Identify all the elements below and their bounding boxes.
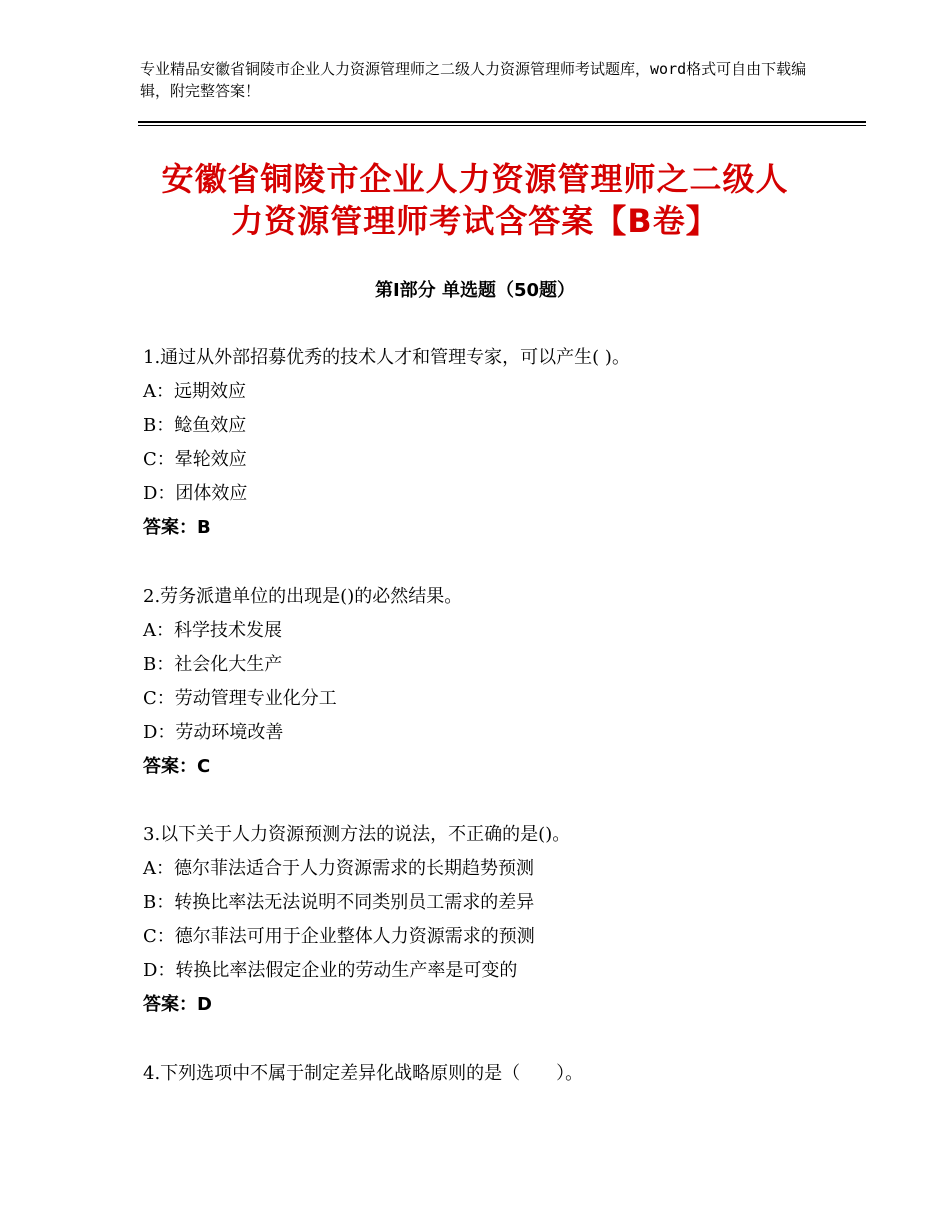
question-stem: 2.劳务派遣单位的出现是()的必然结果。 (143, 586, 463, 607)
option-a: A：远期效应 (143, 381, 246, 402)
document-title (100, 158, 850, 242)
option-c: C：劳动管理专业化分工 (143, 688, 337, 709)
question-4 (143, 1057, 863, 1091)
answer-label: 答案：B (143, 517, 211, 538)
option-d: D：转换比率法假定企业的劳动生产率是可变的 (143, 960, 518, 981)
option-c: C：德尔菲法可用于企业整体人力资源需求的预测 (143, 926, 535, 947)
option-d: D：劳动环境改善 (143, 722, 284, 743)
question-stem: 1.通过从外部招募优秀的技术人才和管理专家，可以产生( )。 (143, 347, 630, 368)
header-divider-thick (138, 121, 866, 123)
section-title: 第Ⅰ部分 单选题（50题） (374, 280, 575, 301)
question-3 (143, 818, 863, 1022)
answer-label: 答案：D (143, 994, 212, 1015)
question-2 (143, 580, 863, 784)
option-b: B：鲶鱼效应 (143, 415, 247, 436)
document-title-line-1: 安徽省铜陵市企业人力资源管理师之二级人 (161, 160, 789, 198)
header-divider-thin (138, 125, 866, 126)
answer-label: 答案：C (143, 756, 211, 777)
option-c: C：晕轮效应 (143, 449, 247, 470)
question-stem: 4.下列选项中不属于制定差异化战略原则的是（ ）。 (143, 1063, 584, 1084)
option-a: A：科学技术发展 (143, 620, 282, 641)
option-a: A：德尔菲法适合于人力资源需求的长期趋势预测 (143, 858, 534, 879)
question-1 (143, 341, 863, 545)
option-b: B：社会化大生产 (143, 654, 283, 675)
option-d: D：团体效应 (143, 483, 248, 504)
option-b: B：转换比率法无法说明不同类别员工需求的差异 (143, 892, 535, 913)
header-note: 专业精品安徽省铜陵市企业人力资源管理师之二级人力资源管理师考试题库，word格式可自由下载编辑，附完整答案！ (140, 60, 807, 100)
document-title-line-2: 力资源管理师考试含答案【B卷】 (231, 202, 719, 240)
question-stem: 3.以下关于人力资源预测方法的说法，不正确的是()。 (143, 824, 571, 845)
